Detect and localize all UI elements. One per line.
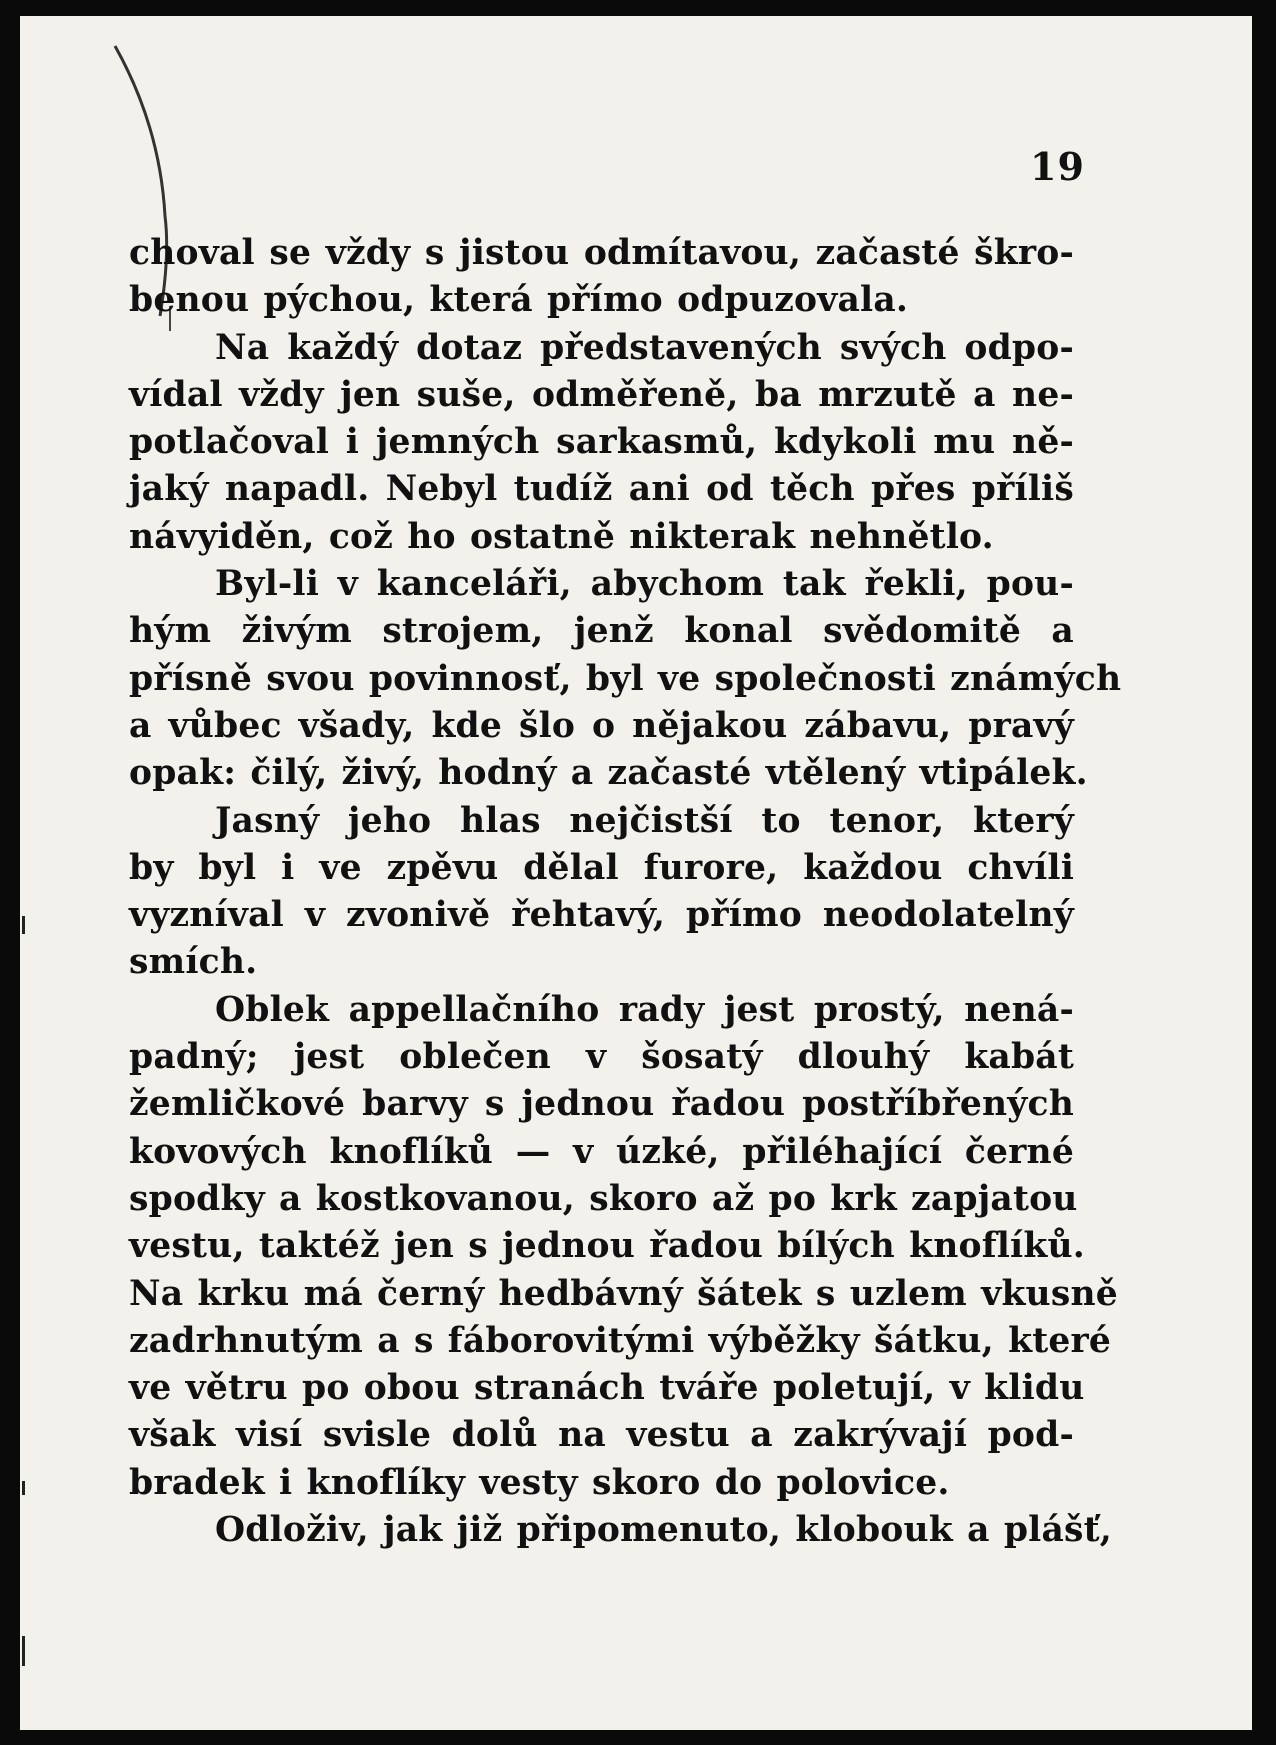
text-line: zadrhnutým a s fáborovitými výběžky šátku, které bbox=[129, 1320, 1112, 1361]
text-line: benou pýchou, která přímo odpuzovala. bbox=[129, 280, 909, 321]
text-line: a vůbec všady, kde šlo o nějakou zábavu, pravý bbox=[129, 705, 1074, 746]
text-line: Na krku má černý hedbávný šátek s uzlem vkusně bbox=[129, 1273, 1118, 1314]
text-line: však visí svisle dolů na vestu a zakrývají pod- bbox=[129, 1415, 1074, 1456]
text-line: hým živým strojem, jenž konal svědomitě a bbox=[129, 611, 1074, 652]
text-line: Odloživ, jak již připomenuto, klobouk a plášť, bbox=[215, 1510, 1112, 1551]
page-number: 19 bbox=[1030, 144, 1085, 189]
text-line: Byl-li v kanceláři, abychom tak řekli, pou- bbox=[215, 564, 1074, 605]
text-line: opak: čilý, živý, hodný a začasté vtělený vtipálek. bbox=[129, 753, 1088, 794]
text-line: Na každý dotaz představených svých odpo- bbox=[215, 327, 1074, 368]
text-line: by byl i ve zpěvu dělal furore, každou chvíli bbox=[129, 847, 1074, 888]
text-line: Jasný jeho hlas nejčistší to tenor, který bbox=[215, 800, 1074, 841]
text-line: kovových knoflíků — v úzké, přiléhající černé bbox=[129, 1131, 1074, 1172]
text-line: ve větru po obou stranách tváře poletují, v klidu bbox=[129, 1368, 1085, 1409]
text-line: spodky a kostkovanou, skoro až po krk zapjatou bbox=[129, 1178, 1078, 1219]
text-line: vestu, taktéž jen s jednou řadou bílých knoflíků. bbox=[129, 1226, 1085, 1267]
text-line: bradek i knoflíky vesty skoro do polovice. bbox=[129, 1462, 950, 1503]
text-line: žemličkové barvy s jednou řadou postříbřených bbox=[129, 1084, 1074, 1125]
edge-mark bbox=[22, 1636, 25, 1666]
text-line: vídal vždy jen suše, odměřeně, ba mrzutě a ne- bbox=[129, 374, 1074, 415]
text-line: choval se vždy s jistou odmítavou, začasté škro- bbox=[129, 233, 1074, 273]
text-line: vyzníval v zvonivě řehtavý, přímo neodolatelný bbox=[129, 895, 1074, 936]
text-line: přísně svou povinnosť, byl ve společnosti známých bbox=[129, 658, 1122, 699]
text-line: potlačoval i jemných sarkasmů, kdykoli mu ně- bbox=[129, 422, 1074, 463]
edge-mark bbox=[22, 1481, 25, 1495]
text-line: návyiděn, což ho ostatně nikterak nehnětlo. bbox=[129, 516, 994, 557]
text-line: Oblek appellačního rady jest prostý, nená- bbox=[215, 989, 1074, 1030]
text-line: padný; jest oblečen v šosatý dlouhý kabát bbox=[129, 1037, 1074, 1078]
edge-mark bbox=[22, 916, 25, 934]
book-page bbox=[20, 16, 1252, 1730]
body-text bbox=[129, 230, 1122, 1554]
text-line: smích. bbox=[129, 942, 258, 983]
text-line: jaký napadl. Nebyl tudíž ani od těch přes příliš bbox=[129, 469, 1074, 510]
